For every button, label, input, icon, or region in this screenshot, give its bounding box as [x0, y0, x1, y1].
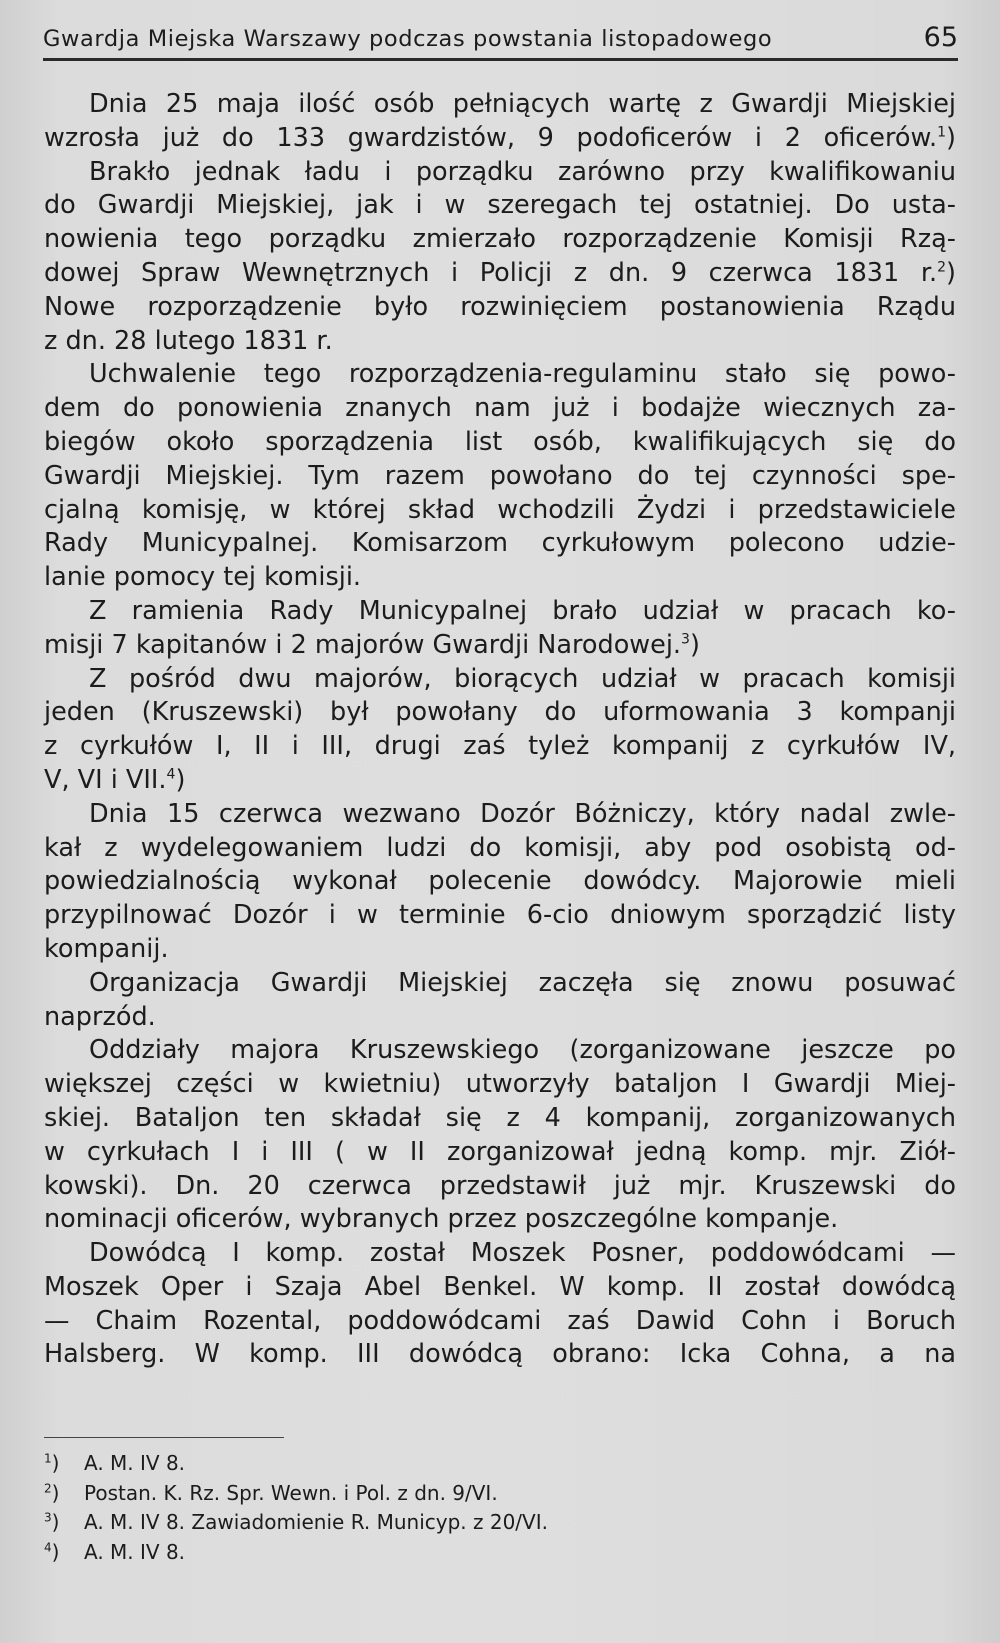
text-line-content: powiedzialnością wykonał polecenie dowódcy. Majorowie mieli [44, 866, 956, 897]
text-line-content: cjalną komisję, w której skład wchodzili Żydzi i przedstawiciele [44, 494, 956, 525]
text-line-content: większej części w kwietniu) utworzyły bataljon I Gwardji Miej- [44, 1069, 956, 1100]
text-line-content: biegów około sporządzenia list osób, kwalifikujących się do [44, 426, 956, 457]
footnote-reference: 3 [681, 631, 690, 648]
text-line [44, 494, 956, 528]
text-line [44, 1034, 956, 1068]
text-line [44, 358, 956, 392]
text-line [44, 933, 956, 967]
text-line-content: przypilnować Dozór i w terminie 6-cio dniowym sporządzić listy [44, 900, 956, 931]
text-line [44, 629, 956, 663]
running-header [43, 22, 958, 52]
text-line [44, 1271, 956, 1305]
text-line [44, 1338, 956, 1372]
header-rule [43, 58, 958, 61]
footnote [44, 1479, 744, 1509]
text-line [44, 595, 956, 629]
footnotes [44, 1449, 744, 1567]
text-line-content: Uchwalenie tego rozporządzenia-regulaminu stało się powo- [89, 359, 956, 390]
footnote-mark: $^1$) [44, 1451, 60, 1475]
footnote-reference: 2 [937, 259, 947, 276]
text-line-content: Z ramienia Rady Municypalnej brało udział w pracach ko- [89, 595, 956, 626]
footnote-number: 1 [44, 1451, 52, 1466]
text-line-content: w cyrkułach I i III ( w II zorganizował jedną komp. mjr. Ziół- [44, 1136, 956, 1167]
text-line-content: do Gwardji Miejskiej, jak i w szeregach tej ostatniej. Do usta- [44, 190, 956, 221]
text-line [44, 460, 956, 494]
text-line [44, 1305, 956, 1339]
footnote-number: 4 [44, 1539, 52, 1554]
text-line [44, 561, 956, 595]
text-line [44, 156, 956, 190]
text-line-content: z dn. 28 lutego 1831 r. [44, 325, 333, 356]
text-line [44, 832, 956, 866]
text-line-content: V, VI i VII. [44, 764, 167, 795]
text-line-content: Gwardji Miejskiej. Tym razem powołano do tej czynności spe- [44, 460, 956, 491]
text-line [44, 663, 956, 697]
text-line [44, 257, 956, 291]
text-line-content: Rady Municypalnej. Komisarzom cyrkułowym polecono udzie- [44, 528, 956, 559]
text-line-content: z cyrkułów I, II i III, drugi zaś tyleż kompanij z cyrkułów IV, [44, 731, 956, 762]
text-line [44, 967, 956, 1001]
text-line [44, 1237, 956, 1271]
footnote [44, 1538, 744, 1568]
text-line [44, 764, 956, 798]
text-line-content: kał z wydelegowaniem ludzi do komisji, aby pod osobistą od- [44, 832, 956, 863]
text-line-content: Halsberg. W komp. III dowódcą obrano: Icka Cohna, a na [44, 1339, 956, 1370]
text-line-content: nowienia tego porządku zmierzało rozporządzenie Komisji Rzą- [44, 224, 956, 255]
text-line [44, 865, 956, 899]
text-line-content: Nowe rozporządzenie było rozwinięciem postanowienia Rządu [44, 291, 956, 322]
text-line [44, 730, 956, 764]
footnote-reference-paren: ) [689, 629, 700, 660]
text-line-content: Dnia 15 czerwca wezwano Dozór Bóżniczy, który nadal zwle- [89, 798, 956, 829]
text-line-content: kompanij. [44, 933, 169, 964]
footnote-text: A. M. IV 8. [84, 1539, 186, 1564]
text-line [44, 291, 956, 325]
text-line [44, 325, 956, 359]
footnote-mark: $^4$) [44, 1539, 60, 1564]
text-line [44, 1203, 956, 1237]
text-line-content: lanie pomocy tej komisji. [44, 562, 362, 593]
footnote-reference-paren: ) [946, 257, 956, 288]
text-line-content: jeden (Kruszewski) był powołany do uformowania 3 kompanji [44, 697, 956, 728]
text-line [44, 1068, 956, 1102]
text-line-content: Organizacja Gwardji Miejskiej zaczęła się znowu posuwać [89, 967, 956, 998]
footnote-reference: 4 [166, 766, 176, 783]
text-line-content: dem do ponowienia znanych nam już i bodajże wiecznych za- [44, 393, 956, 424]
footnote-reference-paren: ) [175, 764, 186, 795]
text-line-content: Dnia 25 maja ilość osób pełniących wartę z Gwardji Miejskiej [89, 89, 956, 119]
text-line [44, 798, 956, 832]
text-line [44, 426, 956, 460]
text-line [44, 1102, 956, 1136]
text-line-content: — Chaim Rozental, poddowódcami zaś Dawid Cohn i Boruch [44, 1305, 956, 1336]
footnote [44, 1508, 744, 1538]
footnote-rule [44, 1437, 284, 1438]
text-line [44, 122, 956, 156]
text-line-content: nominacji oficerów, wybranych przez poszczególne kompanje. [44, 1204, 839, 1235]
text-line [44, 189, 956, 223]
text-line [44, 392, 956, 426]
footnote-mark: $^2$) [44, 1480, 60, 1505]
text-line [44, 1170, 956, 1204]
page-number: 65 [923, 22, 958, 53]
text-line [44, 696, 956, 730]
main-text [44, 88, 956, 1372]
footnote-mark: $^3$) [44, 1510, 60, 1534]
text-line-content: misji 7 kapitanów i 2 majorów Gwardji Narodowej. [44, 629, 682, 660]
text-line-content: dowej Spraw Wewnętrznych i Policji z dn. 9 czerwca 1831 r. [44, 257, 938, 288]
footnote-text: A. M. IV 8. Zawiadomienie R. Municyp. z 20/VI. [84, 1510, 548, 1534]
text-line [44, 88, 956, 122]
text-line [44, 1001, 956, 1035]
text-line-content: Oddziały majora Kruszewskiego (zorganizowane jeszcze po [89, 1035, 956, 1066]
text-line [44, 899, 956, 933]
text-line-content: Brakło jednak ładu i porządku zarówno przy kwalifikowaniu [89, 156, 956, 187]
text-line-content: Moszek Oper i Szaja Abel Benkel. W komp. II został dowódcą [44, 1271, 956, 1302]
footnote-number: 3 [44, 1510, 52, 1525]
footnote-text: Postan. K. Rz. Spr. Wewn. i Pol. z dn. 9/VI. [84, 1480, 498, 1505]
footnote-reference: 1 [937, 124, 947, 141]
text-line-content: Z pośród dwu majorów, biorących udział w pracach komisji [89, 663, 956, 694]
text-line [44, 1136, 956, 1170]
footnote-number: 2 [44, 1480, 52, 1495]
running-title: Gwardja Miejska Warszawy podczas powstania listopadowego [43, 26, 773, 52]
text-line-content: naprzód. [44, 1001, 156, 1032]
footnote [44, 1449, 744, 1479]
text-line-content: Dowódcą I komp. został Moszek Posner, poddowódcami — [89, 1238, 956, 1269]
footnote-text: A. M. IV 8. [84, 1451, 186, 1475]
text-line-content: wzrosła już do 133 gwardzistów, 9 podoficerów i 2 oficerów. [44, 122, 938, 153]
text-line-content: kowski). Dn. 20 czerwca przedstawił już mjr. Kruszewski do [44, 1170, 956, 1201]
footnote-reference-paren: ) [946, 122, 956, 153]
text-line [44, 223, 956, 257]
text-line [44, 527, 956, 561]
text-line-content: skiej. Bataljon ten składał się z 4 kompanij, zorganizowanych [44, 1102, 956, 1133]
